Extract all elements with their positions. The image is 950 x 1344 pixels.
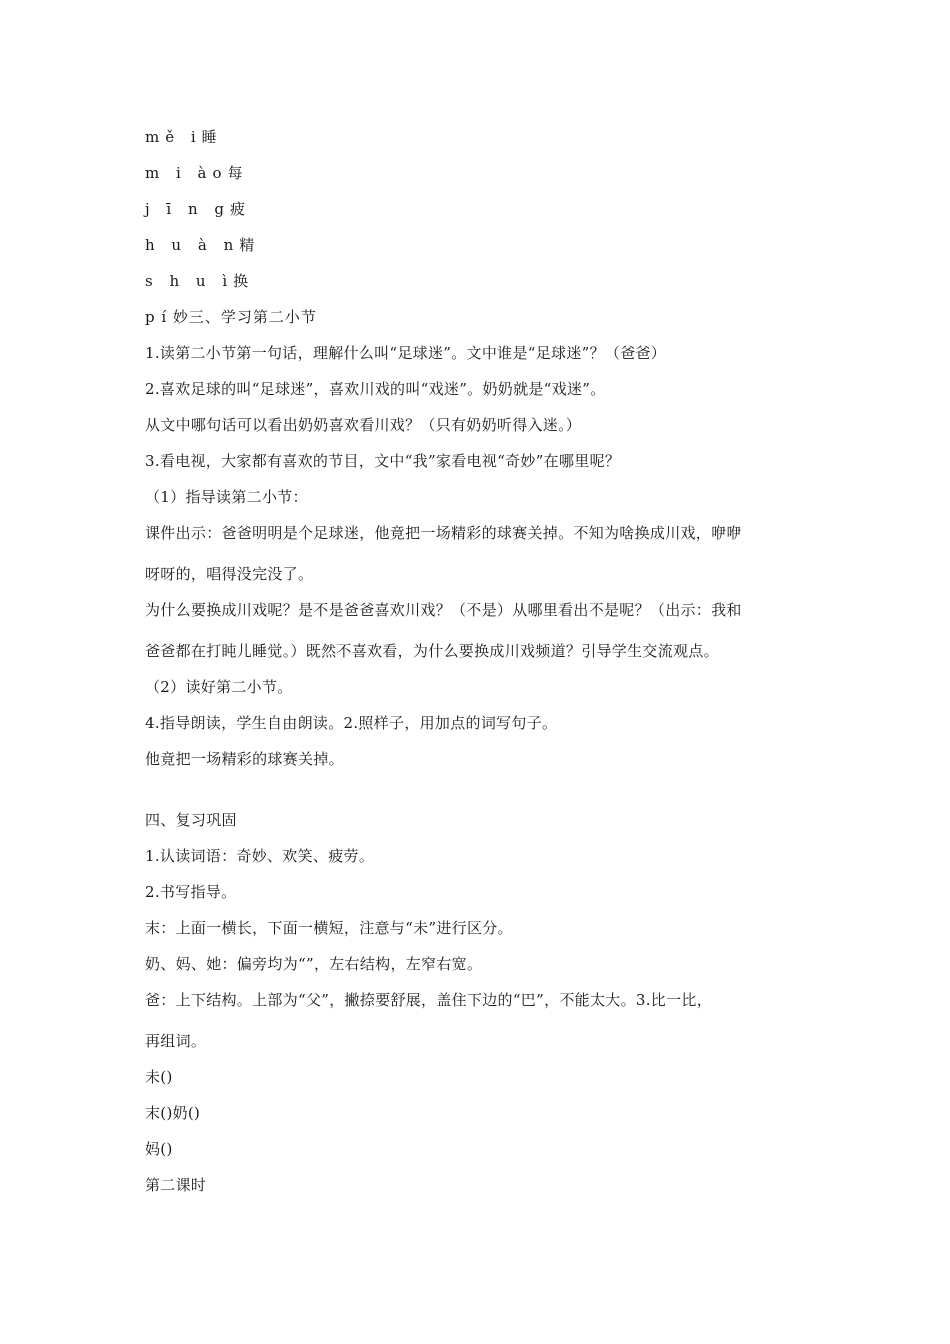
pinyin-line-1: mě i睡 xyxy=(145,128,223,146)
paragraph-line: 爸爸都在打盹儿睡觉。）既然不喜欢看，为什么要换成川戏频道？引导学生交流观点。 xyxy=(145,642,719,660)
paragraph-line: 2.书写指导。 xyxy=(145,883,237,901)
paragraph-line: 奶、妈、她：偏旁均为“”，左右结构，左窄右宽。 xyxy=(145,955,483,973)
pinyin-line-4: h u à n精 xyxy=(145,236,261,254)
paragraph-line: （1）指导读第二小节： xyxy=(145,488,308,506)
exercise-line: 未() xyxy=(145,1068,173,1086)
paragraph-line: 末：上面一横长，下面一横短，注意与“未”进行区分。 xyxy=(145,919,513,937)
paragraph-line: 从文中哪句话可以看出奶奶喜欢看川戏？（只有奶奶听得入迷。） xyxy=(145,416,582,434)
pinyin-line-3: j ī n g疲 xyxy=(145,200,252,218)
paragraph-line: 课件出示：爸爸明明是个足球迷，他竟把一场精彩的球赛关掉。不知为啥换成川戏，咿咿 xyxy=(145,524,742,542)
pinyin-line-5: s h u ì换 xyxy=(145,272,255,290)
paragraph-line: 2.喜欢足球的叫“足球迷”，喜欢川戏的叫“戏迷”。奶奶就是“戏迷”。 xyxy=(145,380,606,398)
paragraph-line: 1.认读词语：奇妙、欢笑、疲劳。 xyxy=(145,847,375,865)
paragraph-line: （2）读好第二小节。 xyxy=(145,678,293,696)
paragraph-line: 再组词。 xyxy=(145,1032,207,1050)
paragraph-line: 他竟把一场精彩的球赛关掉。 xyxy=(145,750,344,768)
lesson-heading: 第二课时 xyxy=(145,1176,207,1194)
paragraph-line: 1.读第二小节第一句话，理解什么叫“足球迷”。文中谁是“足球迷”？（爸爸） xyxy=(145,344,667,362)
section-three-heading: p í 妙三、学习第二小节 xyxy=(145,308,317,326)
paragraph-line: 爸：上下结构。上部为“父”，撇捺要舒展，盖住下边的“巴”，不能太大。3.比一比， xyxy=(145,991,712,1009)
paragraph-line: 呀呀的，唱得没完没了。 xyxy=(145,565,314,583)
exercise-line: 妈() xyxy=(145,1140,173,1158)
paragraph-line: 3.看电视，大家都有喜欢的节目，文中“我”家看电视“奇妙”在哪里呢？ xyxy=(145,452,621,470)
paragraph-line: 为什么要换成川戏呢？是不是爸爸喜欢川戏？（不是）从哪里看出不是呢？（出示：我和 xyxy=(145,601,742,619)
exercise-line: 末()奶() xyxy=(145,1104,201,1122)
pinyin-line-2: m i ào每 xyxy=(145,164,249,182)
paragraph-line: 4.指导朗读，学生自由朗读。2.照样子，用加点的词写句子。 xyxy=(145,714,558,732)
section-four-heading: 四、复习巩固 xyxy=(145,811,237,829)
